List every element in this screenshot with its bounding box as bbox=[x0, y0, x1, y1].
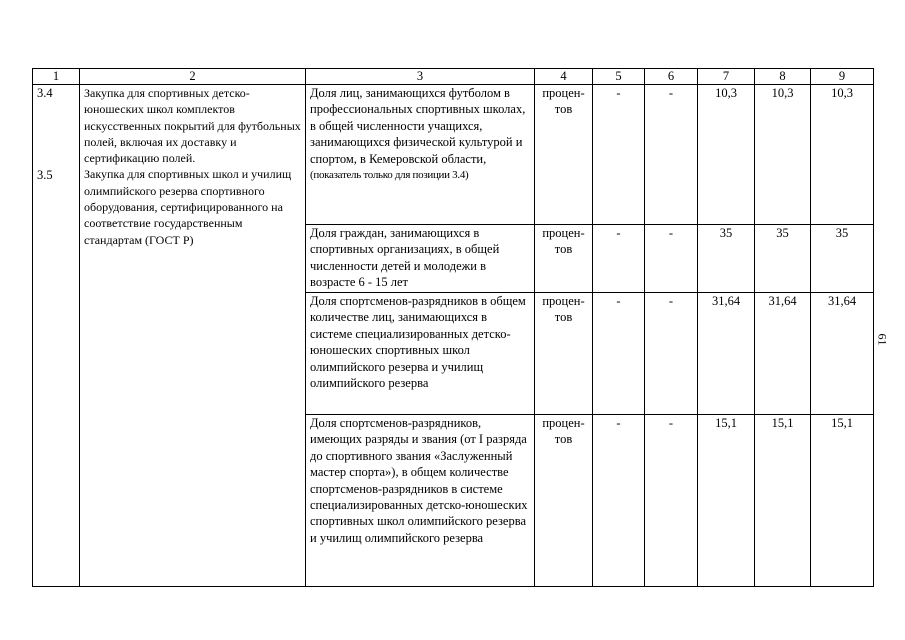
value-cell: - bbox=[645, 415, 698, 587]
value-cell: 35 bbox=[811, 225, 874, 293]
table-header-row bbox=[33, 69, 874, 85]
activity-text: Закупка для спортивных школ и училищ олимпийского резерва спортивного оборудования, сертифицированного на соответствие государственным стандартам (ГОСТ Р) bbox=[84, 167, 292, 247]
indicator-cell: Доля граждан, занимающихся в спортивных организациях, в общей численности детей и молодежи в возрасте 6 - 15 лет bbox=[306, 225, 535, 293]
value-cell: - bbox=[593, 415, 645, 587]
col-header: 2 bbox=[80, 69, 306, 85]
indicator-cell: Доля спортсменов-разрядников, имеющих разряды и звания (от I разряда до спортивного звания «Заслуженный мастер спорта»), в общем количестве спортсменов-разрядников в системе специализированных детско-юношеских спортивных школ олимпийского резерва и училищ олимпийского резерва bbox=[306, 415, 535, 587]
indicator-cell: Доля спортсменов-разрядников в общем количестве лиц, занимающихся в системе специализированных детско-юношеских спортивных школ олимпийского резерва и училищ олимпийского резерва bbox=[306, 293, 535, 415]
col-header: 5 bbox=[593, 69, 645, 85]
item-code: 3.4 bbox=[37, 86, 53, 100]
col-header: 7 bbox=[698, 69, 755, 85]
value-cell: - bbox=[593, 85, 645, 225]
unit-cell: процен-тов bbox=[535, 225, 593, 293]
indicators-table bbox=[32, 68, 874, 587]
unit-cell: процен-тов bbox=[535, 415, 593, 587]
item-codes-cell bbox=[33, 85, 80, 587]
indicator-text: Доля лиц, занимающихся футболом в профессиональных спортивных школах, в общей численности учащихся, занимающихся физической культурой и спортом, в Кемеровской области, bbox=[310, 86, 526, 166]
unit-cell: процен-тов bbox=[535, 293, 593, 415]
value-cell: 31,64 bbox=[811, 293, 874, 415]
indicator-cell bbox=[306, 85, 535, 225]
value-cell: - bbox=[593, 293, 645, 415]
value-cell: 15,1 bbox=[811, 415, 874, 587]
value-cell: 15,1 bbox=[698, 415, 755, 587]
value-cell: 10,3 bbox=[755, 85, 811, 225]
col-header: 6 bbox=[645, 69, 698, 85]
value-cell: 31,64 bbox=[755, 293, 811, 415]
value-cell: - bbox=[645, 225, 698, 293]
col-header: 8 bbox=[755, 69, 811, 85]
indicator-note: (показатель только для позиции 3.4) bbox=[310, 169, 469, 182]
value-cell: 31,64 bbox=[698, 293, 755, 415]
value-cell: - bbox=[645, 85, 698, 225]
activities-cell bbox=[80, 85, 306, 587]
col-header: 3 bbox=[306, 69, 535, 85]
activity-text: Закупка для спортивных детско-юношеских школ комплектов искусственных покрытий для футбольных полей, включая их доставку и сертификацию полей. bbox=[84, 86, 301, 166]
value-cell: 35 bbox=[698, 225, 755, 293]
table-row bbox=[33, 85, 874, 225]
value-cell: - bbox=[593, 225, 645, 293]
value-cell: 10,3 bbox=[811, 85, 874, 225]
col-header: 4 bbox=[535, 69, 593, 85]
col-header: 9 bbox=[811, 69, 874, 85]
page-number: 61 bbox=[875, 333, 890, 346]
col-header: 1 bbox=[33, 69, 80, 85]
value-cell: 10,3 bbox=[698, 85, 755, 225]
value-cell: 15,1 bbox=[755, 415, 811, 587]
value-cell: 35 bbox=[755, 225, 811, 293]
item-code: 3.5 bbox=[37, 168, 53, 183]
value-cell: - bbox=[645, 293, 698, 415]
unit-cell: процен-тов bbox=[535, 85, 593, 225]
